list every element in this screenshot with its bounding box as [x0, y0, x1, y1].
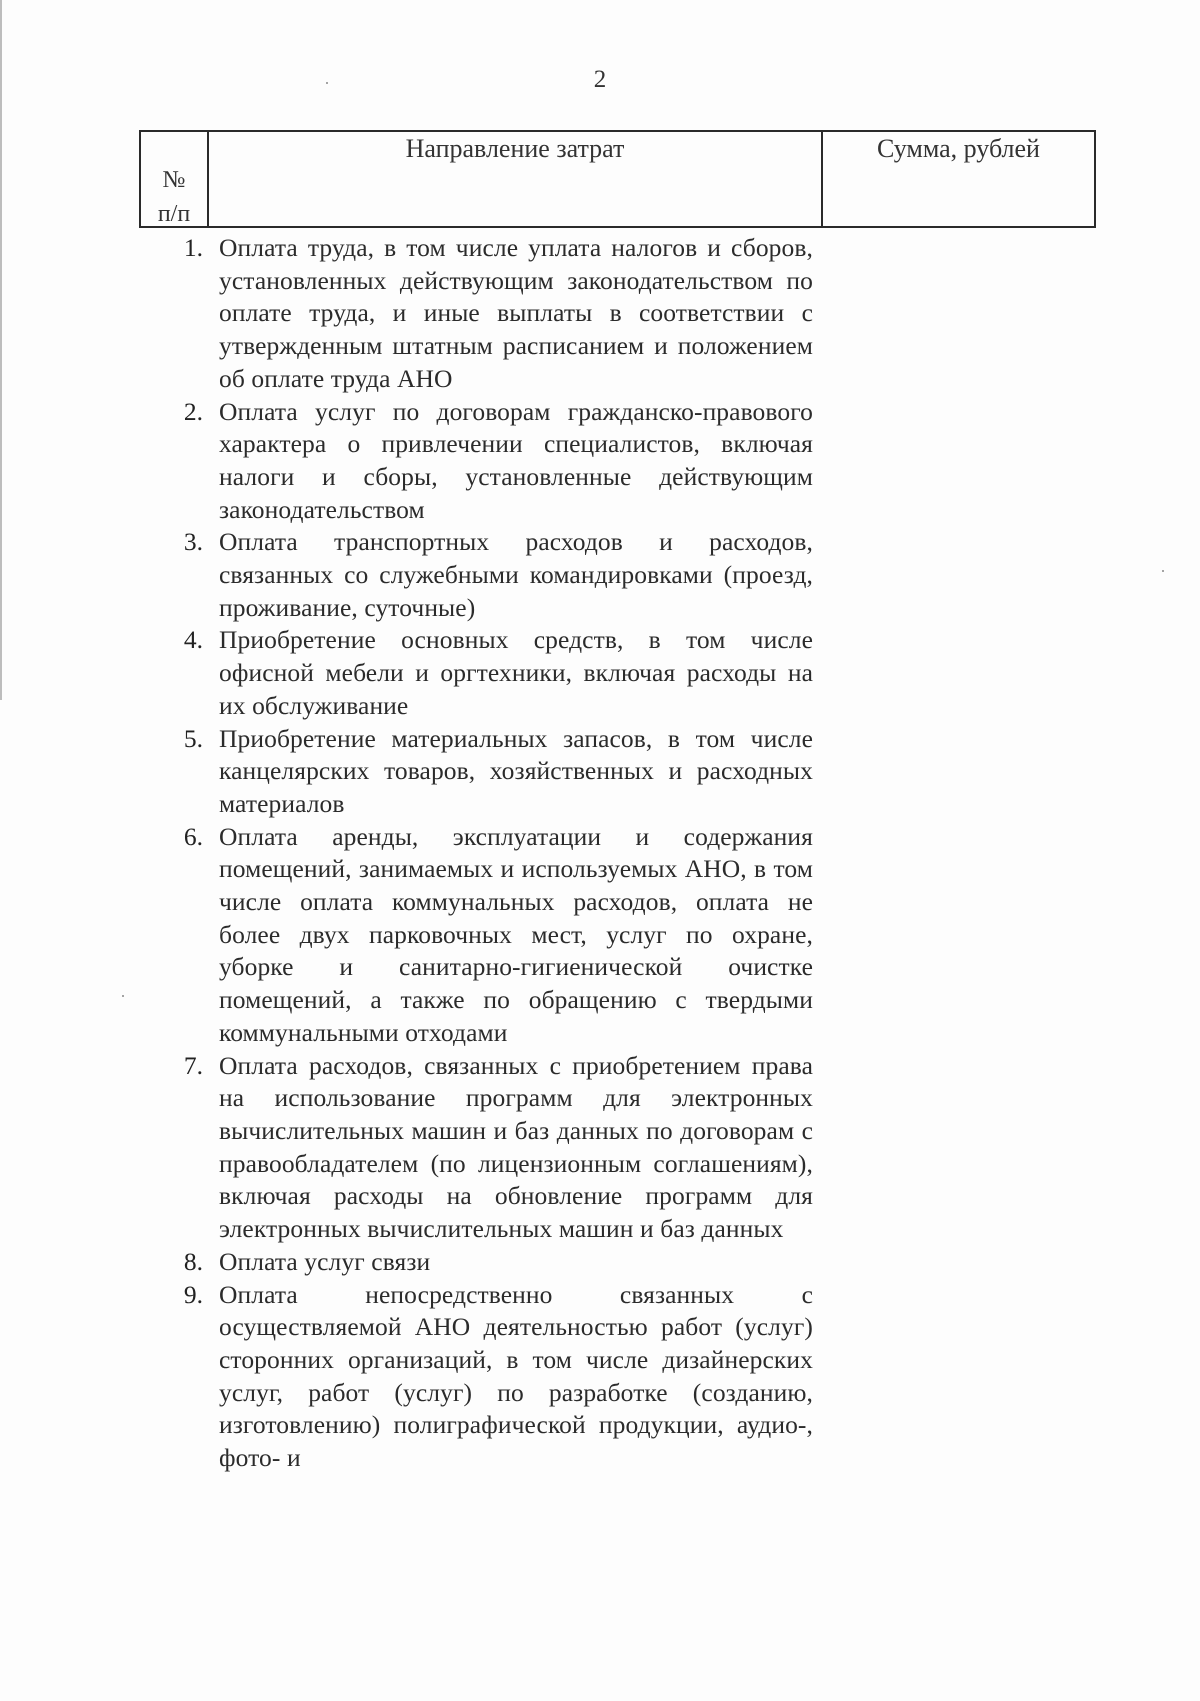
item-number: 6. [183, 821, 203, 851]
header-cell-sum: Сумма, рублей [877, 134, 1040, 163]
item-number: 1. [183, 233, 203, 262]
number-label: п/п [157, 201, 191, 227]
table-header [139, 130, 1096, 228]
item-text: Оплата услуг по договорам гражданско-правового характера о привлечении специалистов, включая налоги и сборы, установленные действующим законодательством [219, 396, 813, 524]
list-item [139, 1050, 959, 1246]
list-item [139, 396, 959, 527]
expense-list [139, 232, 959, 1475]
item-text: Оплата транспортных расходов и расходов, связанных со служебными командировками (проезд, проживание, суточные) [219, 527, 813, 622]
item-text: Оплата услуг связи [219, 1246, 431, 1276]
item-text: Приобретение материальных запасов, в том числе канцелярских товаров, хозяйственных и расходных материалов [219, 723, 813, 818]
item-number: 3. [183, 527, 203, 557]
page-number: 2 [593, 66, 607, 93]
item-number: 2. [183, 396, 203, 426]
item-number: 4. [183, 625, 203, 655]
list-item [139, 821, 959, 1050]
number-symbol: № [162, 167, 186, 193]
item-number: 8. [183, 1246, 203, 1276]
item-text: Оплата труда, в том числе уплата налогов и сборов, установленных действующим законодательством по оплате труда, и иные выплаты в соответствии с утвержденным штатным расписанием и положением об оплате труда АНО [219, 233, 813, 393]
item-text: Приобретение основных средств, в том числе офисной мебели и оргтехники, включая расходы на их обслуживание [219, 625, 813, 720]
item-text: Оплата расходов, связанных с приобретением права на использование программ для электронных вычислительных машин и баз данных по договорам с правообладателем (по лицензионным соглашениям), включая расходы на обновление программ для электронных вычислительных машин и баз данных [219, 1050, 813, 1244]
header-cell-direction: Направление затрат [209, 132, 823, 226]
list-item [139, 723, 959, 821]
scan-speck [122, 995, 124, 997]
list-item [139, 1246, 959, 1279]
list-item [139, 624, 959, 722]
item-number: 7. [183, 1050, 203, 1080]
list-item [139, 232, 959, 396]
item-text: Оплата аренды, эксплуатации и содержания помещений, занимаемых и используемых АНО, в том числе оплата коммунальных расходов, оплата не более двух парковочных мест, услуг по охране, уборке и санитарно-гигиенической очистке помещений, а также по обращению с твердыми коммунальными отходами [219, 821, 813, 1047]
scan-speck [1162, 570, 1164, 572]
item-text: Оплата непосредственно связанных с осуществляемой АНО деятельностью работ (услуг) сторонних организаций, в том числе дизайнерских услуг, работ (услуг) по разработке (созданию, изготовлению) полиграфической продукции, аудио-, фото- и [219, 1279, 813, 1473]
item-number: 9. [183, 1279, 203, 1309]
header-cell-number [141, 132, 209, 226]
item-number: 5. [183, 723, 203, 753]
scan-edge [0, 0, 2, 700]
list-item [139, 1279, 959, 1475]
list-item [139, 526, 959, 624]
